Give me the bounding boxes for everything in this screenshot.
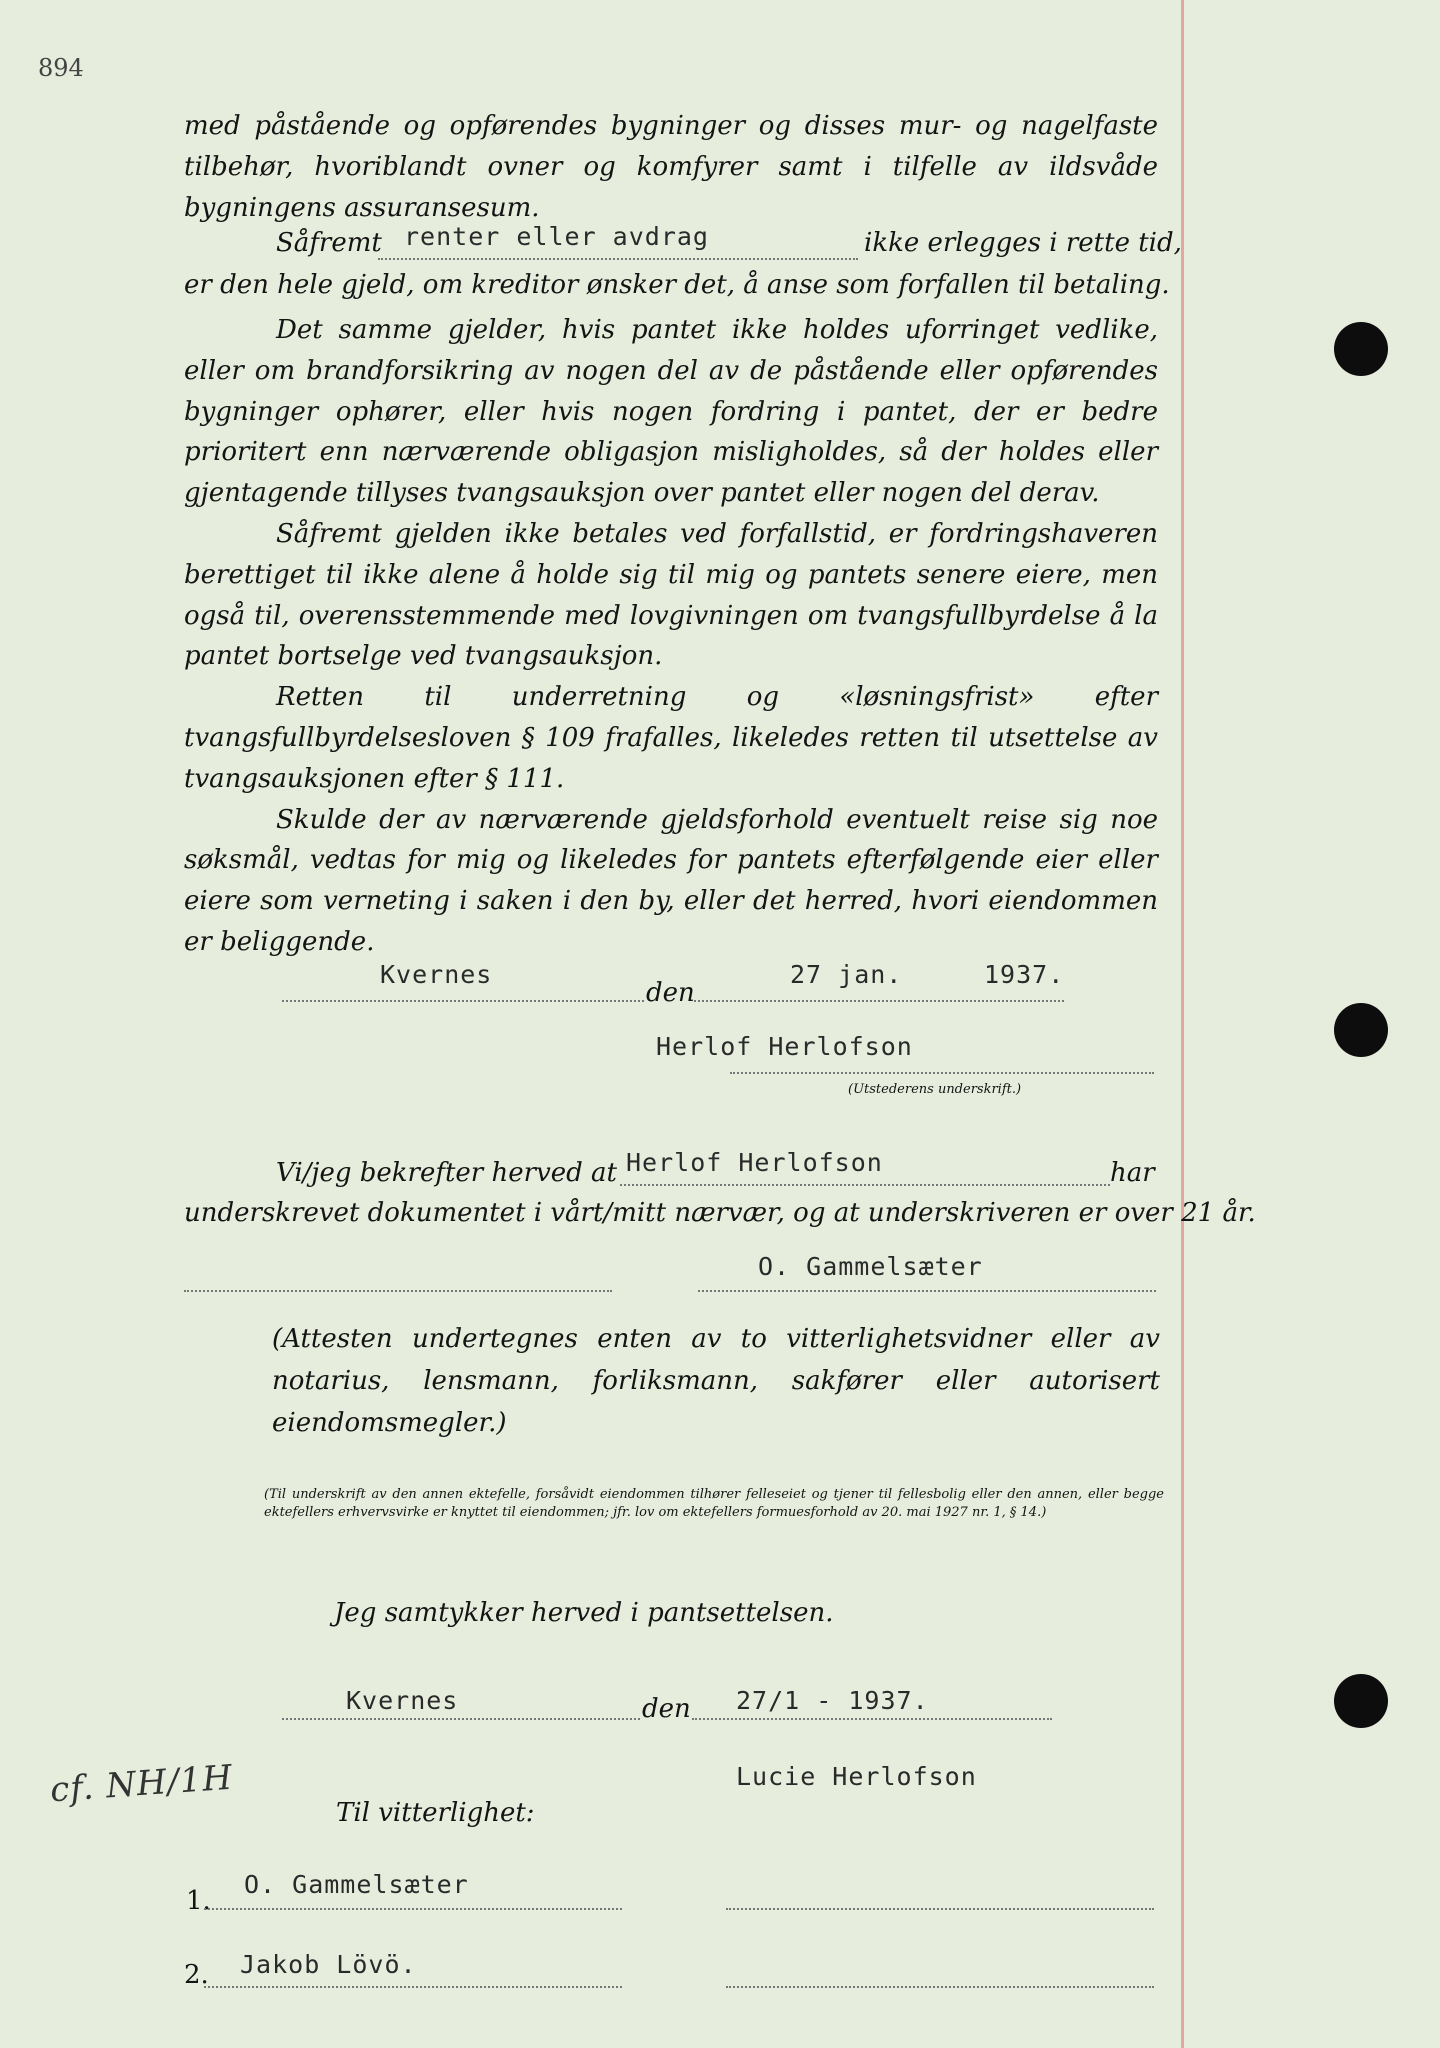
- signature-caption: (Utstederens underskrift.): [848, 1082, 1022, 1097]
- signing-year: 1937.: [984, 960, 1065, 989]
- witness-1-name: O. Gammelsæter: [244, 1870, 469, 1899]
- witness-2-line-right: [726, 1986, 1154, 1988]
- body-paragraphs: [184, 310, 1158, 963]
- paragraph-5: Skulde der av nærværende gjeldsforhold eventuelt reise sig noe søksmål, vedtas for mig og likeledes for pantets efterfølgende eier eller eiere som verneting i saken i den by, eller det herred, hvori eiendommen er beliggende.: [184, 804, 1158, 957]
- witness-1-number: 1.: [186, 1886, 211, 1916]
- signature-line: [730, 1072, 1154, 1074]
- attestation-suffix: har: [1110, 1158, 1155, 1188]
- safremt-line-2: er den hele gjeld, om kreditor ønsker det, å anse som forfallen til betaling.: [184, 270, 1170, 300]
- consent-den-label: den: [642, 1694, 691, 1724]
- margin-rule: [1181, 0, 1184, 2048]
- spouse-note: (Til underskrift av den annen ektefelle, forsåvidt eiendommen tilhører felleseiet og tjener til fellesbolig eller den annen, eller begge ektefellers erhvervsvirke er knyttet til eiendommen; jfr. lov om ektefellers formuesforhold av 20. mai 1927 nr. 1, § 14.): [264, 1487, 1164, 1520]
- signing-date: 27 jan.: [790, 960, 903, 989]
- punch-hole: [1334, 322, 1388, 376]
- body-paragraph-1: [184, 106, 1158, 228]
- paragraph-3: Såfremt gjelden ikke betales ved forfallstid, er fordringshaveren berettiget til ikke alene å holde sig til mig og pantets senere eiere, men også til, overensstemmende med lovgivningen om tvangsfullbyrdelse å la pantet bortselge ved tvangsauksjon.: [184, 518, 1158, 672]
- attestation-prefix: Vi/jeg bekrefter herved at: [276, 1158, 617, 1188]
- safremt-label: Såfremt: [276, 228, 382, 258]
- margin-handwritten-note: cf. NH/1H: [48, 1757, 235, 1811]
- paragraph-text: med påstående og opførendes bygninger og disses mur- og nagelfaste tilbehør, hvoriblandt ovner og komfyrer samt i tilfelle av ildsvåde bygningens assuransesum.: [184, 111, 1158, 223]
- paragraph-2: Det samme gjelder, hvis pantet ikke holdes uforringet vedlike, eller om brandforsikring av nogen del av de påstående eller opførendes bygninger ophører, eller hvis nogen fordring i pantet, der er bedre prioritert enn nærværende obligasjon misligholdes, så der holdes eller gjentagende tillyses tvangsauksjon over pantet eller nogen del derav.: [184, 315, 1158, 509]
- witness-line-right: [698, 1290, 1156, 1292]
- attestation-witness: O. Gammelsæter: [758, 1252, 983, 1281]
- consent-date-line: [692, 1718, 1052, 1720]
- witness-label: Til vitterlighet:: [336, 1798, 535, 1828]
- witness-2-name: Jakob Lövö.: [240, 1950, 417, 1979]
- punch-hole: [1334, 1003, 1388, 1057]
- den-label: den: [646, 978, 695, 1008]
- witness-1-line-right: [726, 1908, 1154, 1910]
- date-line: [694, 1000, 1064, 1002]
- attestation-line-2: underskrevet dokumentet i vårt/mitt nærvær, og at underskriveren er over 21 år.: [184, 1198, 1256, 1228]
- safremt-typed-value: renter eller avdrag: [404, 222, 709, 251]
- consent-text: Jeg samtykker herved i pantsettelsen.: [334, 1598, 834, 1628]
- witness-2-number: 2.: [184, 1960, 209, 1990]
- consent-date: 27/1 - 1937.: [736, 1686, 929, 1715]
- consent-signature: Lucie Herlofson: [736, 1762, 977, 1791]
- paragraph-4: Retten til underretning og «løsningsfrist» efter tvangsfullbyrdelsesloven § 109 frafalles, likeledes retten til utsettelse av tvangsauksjonen efter § 111.: [184, 682, 1158, 794]
- punch-hole: [1334, 1674, 1388, 1728]
- safremt-fill-line: [378, 258, 858, 260]
- witness-2-line: [204, 1986, 622, 1988]
- attestation-line: [620, 1184, 1110, 1186]
- signing-place: Kvernes: [380, 960, 493, 989]
- witness-1-line: [204, 1908, 622, 1910]
- attest-note: (Attesten undertegnes enten av to vitterlighetsvidner eller av notarius, lensmann, forliksmann, sakfører eller autorisert eiendomsmegler.): [272, 1324, 1160, 1438]
- witness-line-left: [184, 1290, 612, 1292]
- consent-place-line: [282, 1718, 640, 1720]
- safremt-rest: ikke erlegges i rette tid,: [864, 228, 1182, 258]
- place-line: [282, 1000, 644, 1002]
- consent-place: Kvernes: [346, 1686, 459, 1715]
- attestation-name: Herlof Herlofson: [626, 1148, 883, 1177]
- issuer-signature: Herlof Herlofson: [656, 1032, 913, 1061]
- page-number: 894: [38, 54, 84, 82]
